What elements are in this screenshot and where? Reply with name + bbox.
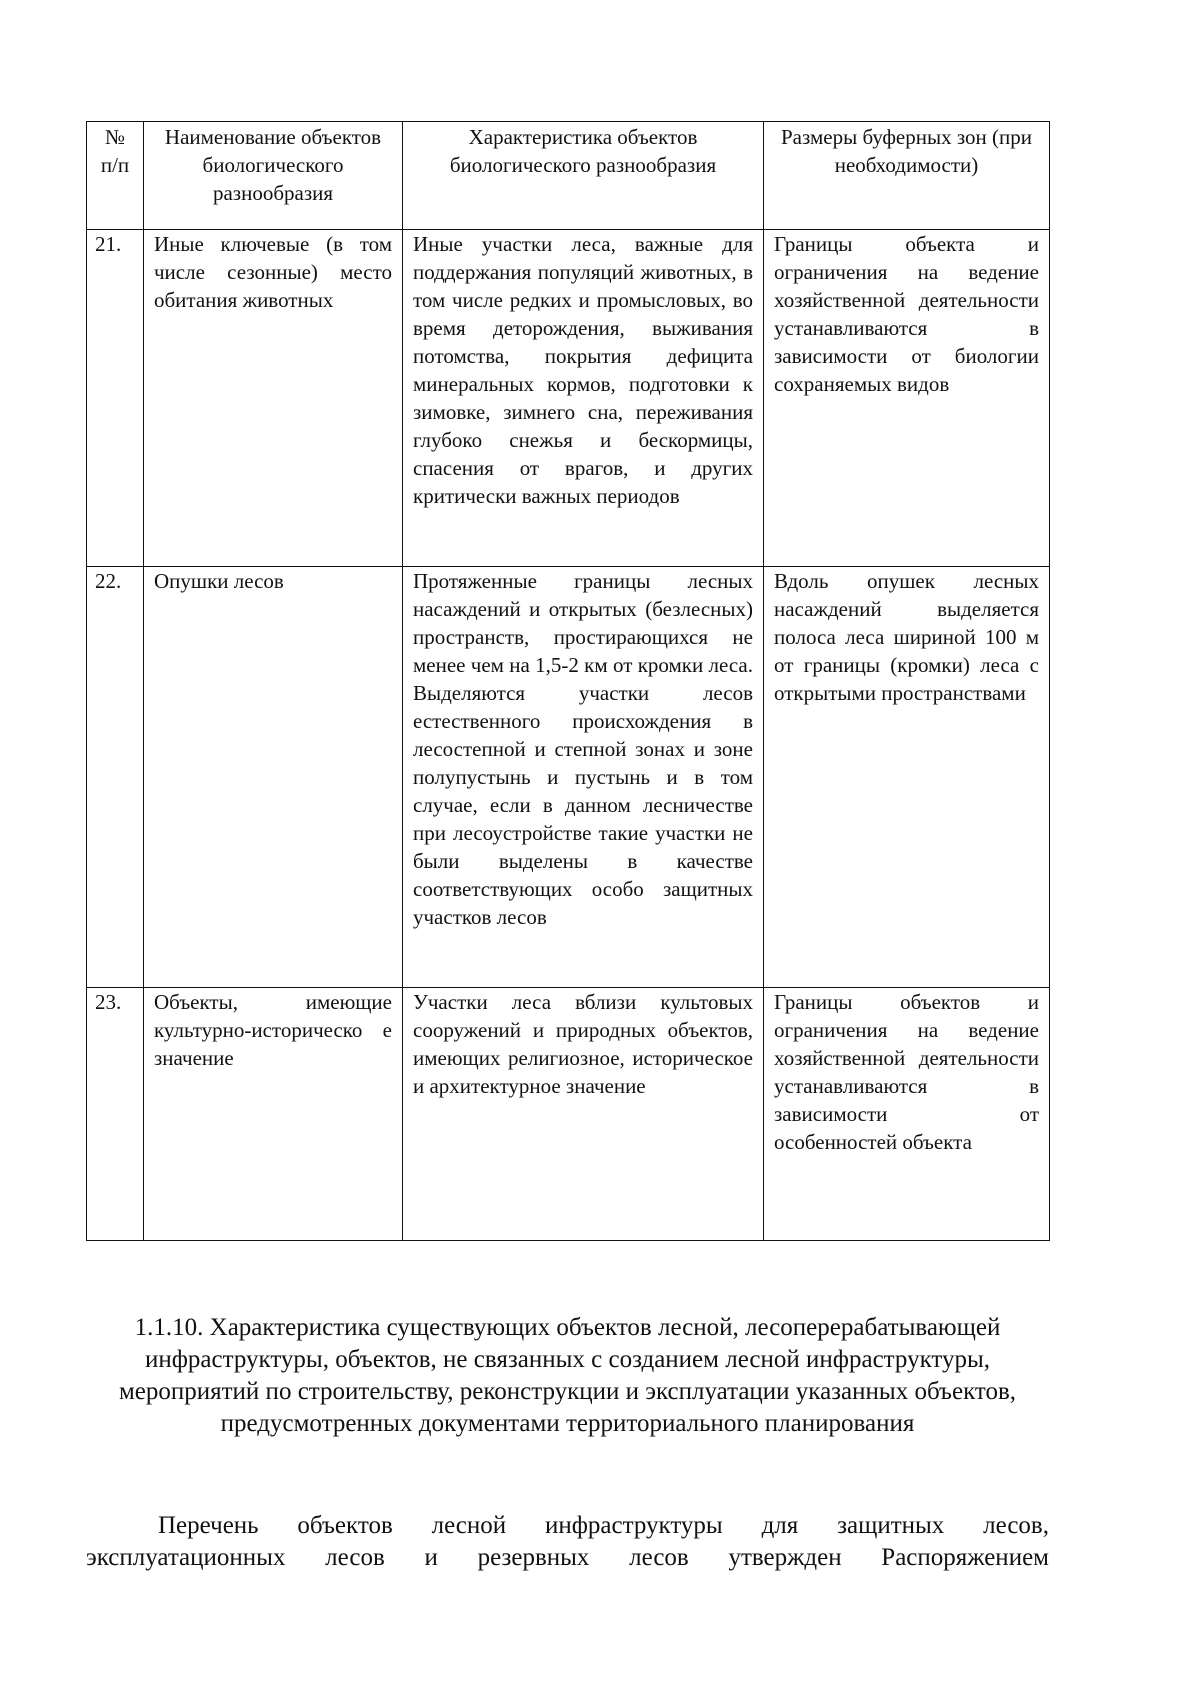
table-row	[87, 230, 1050, 567]
header-name: Наименование объектов биологического разнообразия	[144, 122, 403, 230]
body-paragraph: Перечень объектов лесной инфраструктуры для защитных лесов, эксплуатационных лесов и резервных лесов утвержден Распоряжением	[86, 1512, 1049, 1571]
row-number: 21.	[87, 230, 144, 567]
table-row	[87, 988, 1050, 1241]
section-heading: 1.1.10. Характеристика существующих объектов лесной, лесоперерабатывающей инфраструктуры, объектов, не связанных с созданием лесной инфраструктуры, мероприятий по строительству, реконструкции и эксплуатации указанных объектов, предусмотренных документами территориального планирования	[118, 1314, 1017, 1437]
row-characteristic: Участки леса вблизи культовых сооружений и природных объектов, имеющих религиозное, историческое и архитектурное значение	[403, 988, 764, 1241]
header-number: № п/п	[87, 122, 144, 230]
row-buffer: Границы объектов и ограничения на ведение хозяйственной деятельности устанавливаются в зависимости от особенностей объекта	[764, 988, 1050, 1241]
table-row	[87, 567, 1050, 988]
header-characteristic: Характеристика объектов биологического разнообразия	[403, 122, 764, 230]
row-name: Опушки лесов	[144, 567, 403, 988]
row-number: 23.	[87, 988, 144, 1241]
row-name: Объекты, имеющие культурно-историческо е значение	[144, 988, 403, 1241]
row-buffer: Границы объекта и ограничения на ведение хозяйственной деятельности устанавливаются в зависимости от биологии сохраняемых видов	[764, 230, 1050, 567]
row-number: 22.	[87, 567, 144, 988]
biodiversity-table	[86, 121, 1050, 1241]
row-buffer: Вдоль опушек лесных насаждений выделяется полоса леса шириной 100 м от границы (кромки) леса с открытыми пространствами	[764, 567, 1050, 988]
header-buffer: Размеры буферных зон (при необходимости)	[764, 122, 1050, 230]
table-header-row	[87, 122, 1050, 230]
row-name: Иные ключевые (в том числе сезонные) место обитания животных	[144, 230, 403, 567]
row-characteristic: Иные участки леса, важные для поддержания популяций животных, в том числе редких и промысловых, во время деторождения, выживания потомства, покрытия дефицита минеральных кормов, подготовки к зимовке, зимнего сна, переживания глубоко снежья и бескормицы, спасения от врагов, и других критически важных периодов	[403, 230, 764, 567]
row-characteristic: Протяженные границы лесных насаждений и открытых (безлесных) пространств, простирающихся не менее чем на 1,5-2 км от кромки леса. Выделяются участки лесов естественного происхождения в лесостепной и степной зонах и зоне полупустынь и пустынь и в том случае, если в данном лесничестве при лесоустройстве такие участки не были выделены в качестве соответствующих особо защитных участков лесов	[403, 567, 764, 988]
